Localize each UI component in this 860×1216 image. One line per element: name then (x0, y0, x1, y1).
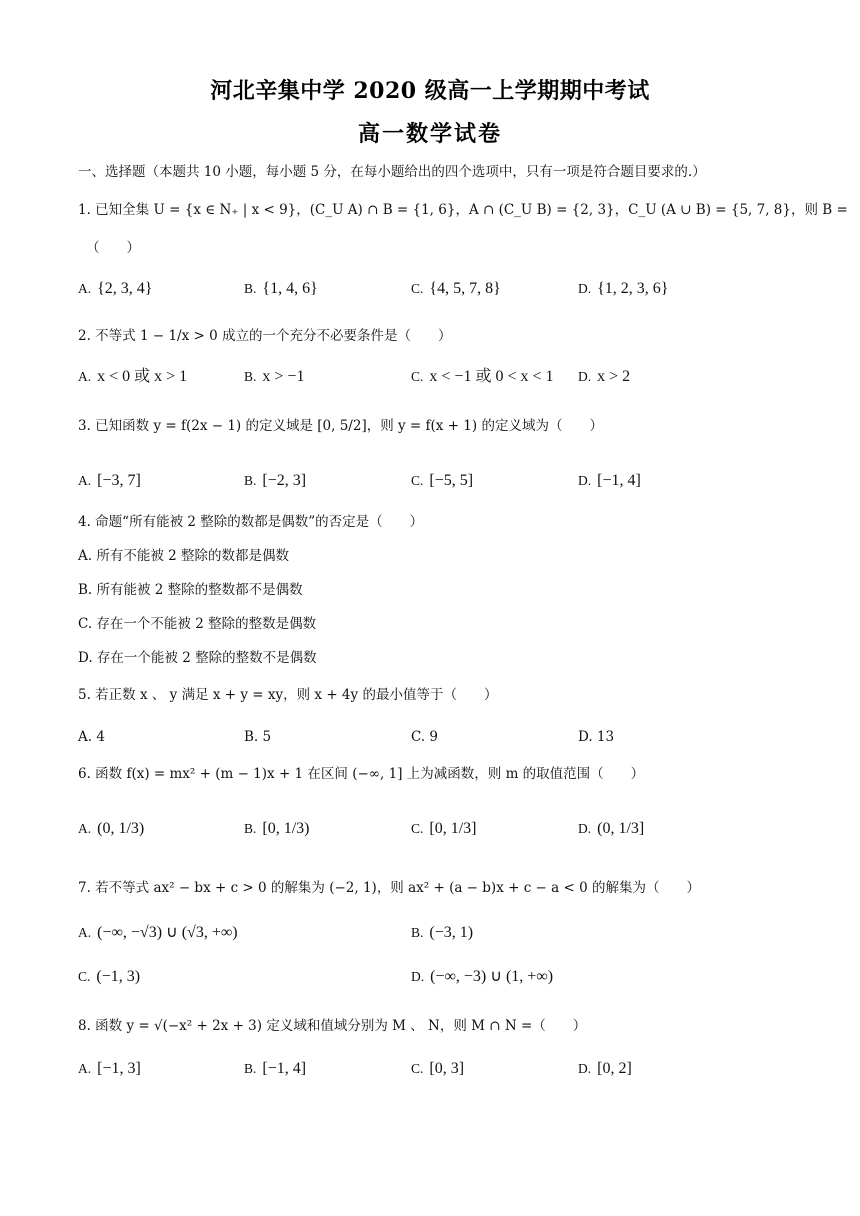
q1-option-c (411, 278, 501, 300)
option-value: {4, 5, 7, 8} (429, 280, 501, 297)
q7-option-c (78, 966, 140, 988)
option-label: A. (78, 473, 92, 488)
question-6-stem: 6. 函数 f(x) = mx² + (m − 1)x + 1 在区间 (−∞, 1] 上为减函数，则 m 的取值范围（ ） (78, 766, 645, 782)
q6-option-d (578, 818, 644, 840)
q3-option-c (411, 470, 473, 492)
option-value: (−3, 1) (429, 924, 474, 941)
q5-option-a: A. 4 (78, 729, 105, 745)
option-label: C. (411, 1061, 424, 1076)
q6-option-b (244, 818, 310, 840)
option-label: C. (411, 473, 424, 488)
option-label: B. (244, 281, 257, 296)
q6-option-a (78, 818, 144, 840)
option-value: {1, 2, 3, 6} (597, 280, 669, 297)
option-value: [−1, 4] (262, 1060, 307, 1077)
q8-option-c (411, 1058, 464, 1080)
option-label: D. (578, 473, 592, 488)
option-label: D. (578, 281, 592, 296)
q8-option-a (78, 1058, 141, 1080)
option-value: [0, 2] (597, 1060, 632, 1077)
option-value: x < 0 或 x > 1 (97, 368, 188, 385)
q7-option-a (78, 922, 238, 944)
q8-option-b (244, 1058, 306, 1080)
option-label: B. (244, 821, 257, 836)
option-label: B. (244, 473, 257, 488)
option-value: [0, 3] (429, 1060, 465, 1077)
q6-option-c (411, 818, 477, 840)
q5-option-b: B. 5 (244, 729, 272, 745)
option-label: A. (78, 281, 92, 296)
option-label: B. (244, 369, 257, 384)
option-label: A. (78, 821, 92, 836)
option-value: {2, 3, 4} (97, 280, 153, 297)
option-label: D. (578, 1061, 592, 1076)
q5-option-c: C. 9 (411, 729, 439, 745)
option-value: {1, 4, 6} (262, 280, 318, 297)
q7-option-b (411, 922, 473, 944)
option-value: (0, 1/3] (597, 820, 645, 837)
option-value: x < −1 或 0 < x < 1 (429, 368, 554, 385)
option-label: A. (78, 369, 92, 384)
question-4-stem: 4. 命题“所有能被 2 整除的数都是偶数”的否定是（ ） (78, 514, 424, 530)
question-1-stem: 1. 已知全集 U = {x ∈ N₊ | x < 9}，(C_U A) ∩ B = {1, 6}，A ∩ (C_U B) = {2, 3}，C_U (A ∪ B) = {5, 7, 8}，则 B = (78, 202, 848, 218)
q1-option-a (78, 278, 152, 300)
option-value: [−1, 4] (597, 472, 641, 489)
q4-option-c: C. 存在一个不能被 2 整除的整数是偶数 (78, 616, 317, 632)
option-label: D. (578, 821, 592, 836)
question-1-blank: （ ） (86, 240, 140, 256)
option-value: (−1, 3) (96, 968, 141, 985)
option-label: C. (411, 281, 424, 296)
option-label: D. (578, 369, 592, 384)
option-value: [0, 1/3] (429, 820, 477, 837)
option-label: B. (411, 925, 424, 940)
q4-option-b: B. 所有能被 2 整除的整数都不是偶数 (78, 582, 303, 598)
q8-option-d (578, 1058, 632, 1080)
question-5-stem: 5. 若正数 x 、 y 满足 x + y = xy，则 x + 4y 的最小值等于（ ） (78, 687, 498, 703)
q2-option-d (578, 366, 630, 388)
option-label: A. (78, 1061, 92, 1076)
question-8-stem: 8. 函数 y = √(−x² + 2x + 3) 定义域和值域分别为 M 、 N，则 M ∩ N =（ ） (78, 1018, 587, 1034)
option-value: [−2, 3] (262, 472, 307, 489)
q7-option-d (411, 966, 553, 988)
option-label: C. (411, 821, 424, 836)
option-label: A. (78, 925, 92, 940)
q2-option-c (411, 366, 554, 388)
q4-option-a: A. 所有不能被 2 整除的数都是偶数 (78, 548, 290, 564)
q1-option-b (244, 278, 318, 300)
question-2-stem: 2. 不等式 1 − 1/x > 0 成立的一个充分不必要条件是（ ） (78, 328, 452, 344)
q4-option-d: D. 存在一个能被 2 整除的整数不是偶数 (78, 650, 317, 666)
option-label: B. (244, 1061, 257, 1076)
section-heading: 一、选择题（本题共 10 小题，每小题 5 分，在每小题给出的四个选项中，只有一项是符合题目要求的.） (78, 164, 706, 180)
option-value: [−5, 5] (429, 472, 474, 489)
q2-option-a (78, 366, 187, 388)
q3-option-d (578, 470, 641, 492)
q5-option-d: D. 13 (578, 729, 615, 745)
q1-option-d (578, 278, 668, 300)
q2-option-b (244, 366, 304, 388)
question-3-stem: 3. 已知函数 y = f(2x − 1) 的定义域是 [0, 5/2]，则 y = f(x + 1) 的定义域为（ ） (78, 418, 603, 434)
option-value: (−∞, −√3) ∪ (√3, +∞) (97, 924, 238, 941)
option-label: C. (411, 369, 424, 384)
option-value: [0, 1/3) (262, 820, 310, 837)
option-value: [−1, 3] (97, 1060, 141, 1077)
option-value: (−∞, −3) ∪ (1, +∞) (430, 968, 554, 985)
q3-option-a (78, 470, 141, 492)
option-label: D. (411, 969, 425, 984)
option-value: x > 2 (597, 368, 631, 385)
exam-title: 河北辛集中学 2020 级高一上学期期中考试 (210, 78, 650, 104)
exam-subtitle: 高一数学试卷 (357, 121, 502, 147)
option-label: C. (78, 969, 91, 984)
option-value: (0, 1/3) (97, 820, 145, 837)
option-value: [−3, 7] (97, 472, 141, 489)
q3-option-b (244, 470, 306, 492)
option-value: x > −1 (262, 368, 305, 385)
question-7-stem: 7. 若不等式 ax² − bx + c > 0 的解集为 (−2, 1)，则 ax² + (a − b)x + c − a < 0 的解集为（ ） (78, 880, 700, 896)
